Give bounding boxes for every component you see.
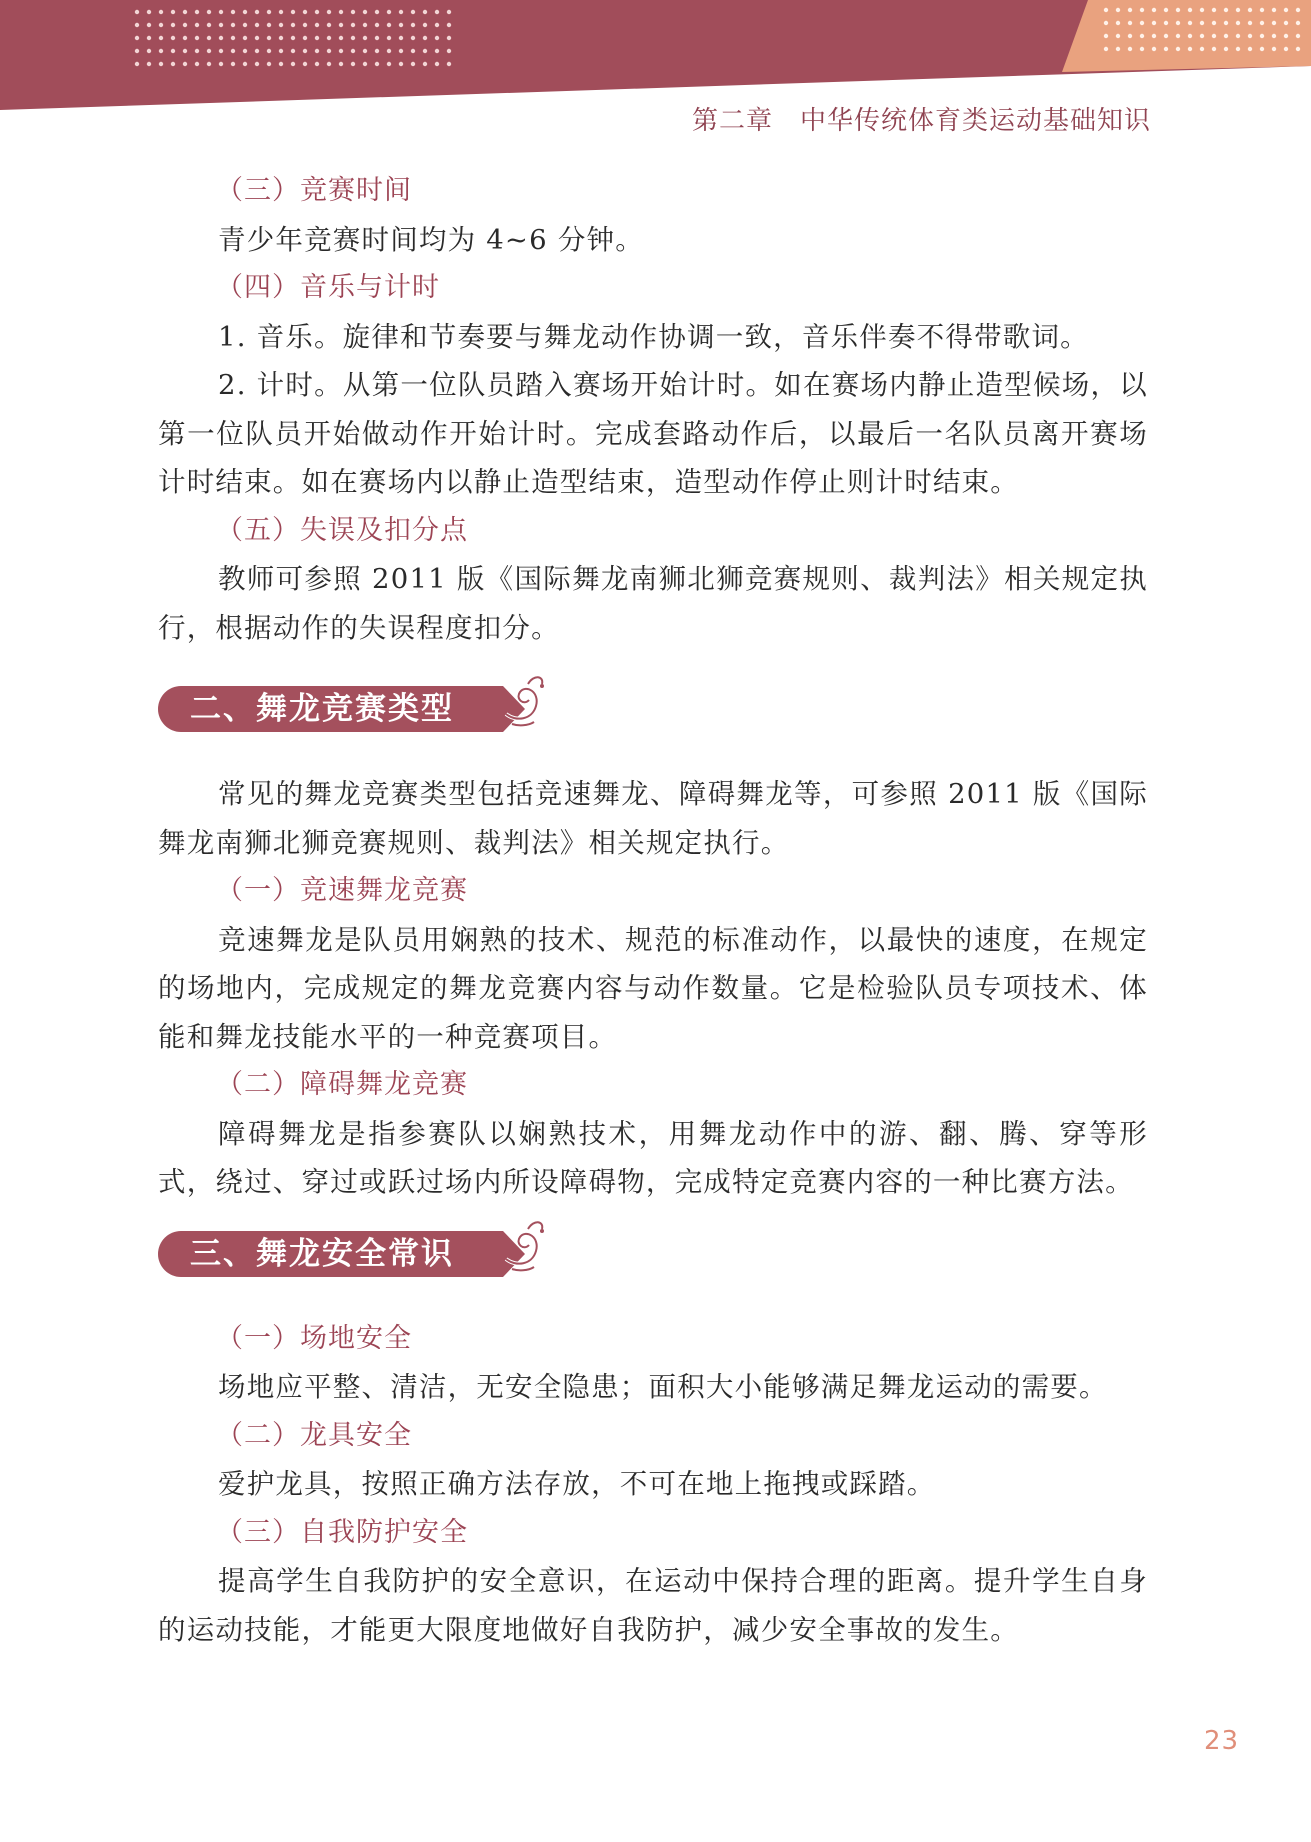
page-content — [158, 167, 1148, 1654]
paragraph: 竞速舞龙是队员用娴熟的技术、规范的标准动作，以最快的速度，在规定的场地内，完成规定的舞龙竞赛内容与动作数量。它是检验队员专项技术、体能和舞龙技能水平的一种竞赛项目。 — [158, 923, 1148, 1053]
swirl-ornament-icon — [498, 662, 548, 732]
subheading: （一）场地安全 — [216, 1322, 412, 1354]
paragraph: 1. 音乐。旋律和节奏要与舞龙动作协调一致，音乐伴奏不得带歌词。 — [218, 320, 1089, 353]
subheading: （二）障碍舞龙竞赛 — [216, 1069, 468, 1100]
chapter-title: 第二章 中华传统体育类运动基础知识 — [691, 106, 1151, 136]
paragraph: 提高学生自我防护的安全意识，在运动中保持合理的距离。提升学生自身的运动技能，才能更大限度地做好自我防护，减少安全事故的发生。 — [158, 1565, 1148, 1646]
section-heading-bar — [158, 686, 503, 732]
subheading: （五）失误及扣分点 — [216, 514, 468, 546]
page-number: 23 — [1204, 1726, 1240, 1756]
paragraph: 爱护龙具，按照正确方法存放，不可在地上拖拽或踩踏。 — [218, 1468, 936, 1500]
paragraph: 常见的舞龙竞赛类型包括竞速舞龙、障碍舞龙等，可参照 2011 版《国际舞龙南狮北狮竞赛规则、裁判法》相关规定执行。 — [158, 778, 1148, 859]
section-heading — [158, 1207, 1148, 1315]
subheading: （三）竞赛时间 — [216, 175, 412, 206]
section-title: 二、舞龙竞赛类型 — [190, 691, 454, 727]
section-heading — [158, 662, 1148, 770]
paragraph: 青少年竞赛时间均为 4~6 分钟。 — [218, 223, 644, 256]
subheading: （一）竞速舞龙竞赛 — [216, 875, 468, 906]
swirl-ornament-icon — [498, 1207, 548, 1277]
subheading: （四）音乐与计时 — [216, 272, 440, 303]
paragraph: 障碍舞龙是指参赛队以娴熟技术，用舞龙动作中的游、翻、腾、穿等形式，绕过、穿过或跃过场内所设障碍物，完成特定竞赛内容的一种比赛方法。 — [158, 1117, 1148, 1198]
paragraph: 场地应平整、清洁，无安全隐患；面积大小能够满足舞龙运动的需要。 — [218, 1371, 1108, 1403]
section-title: 三、舞龙安全常识 — [190, 1235, 454, 1272]
subheading: （二）龙具安全 — [216, 1419, 412, 1451]
subheading: （三）自我防护安全 — [216, 1516, 468, 1548]
paragraph: 教师可参照 2011 版《国际舞龙南狮北狮竞赛规则、裁判法》相关规定执行，根据动作的失误程度扣分。 — [158, 563, 1148, 644]
section-heading-bar — [158, 1231, 503, 1277]
paragraph: 2. 计时。从第一位队员踏入赛场开始计时。如在赛场内静止造型候场，以第一位队员开始做动作开始计时。完成套路动作后，以最后一名队员离开赛场计时结束。如在赛场内以静止造型结束，造型动作停止则计时结束。 — [158, 369, 1148, 498]
